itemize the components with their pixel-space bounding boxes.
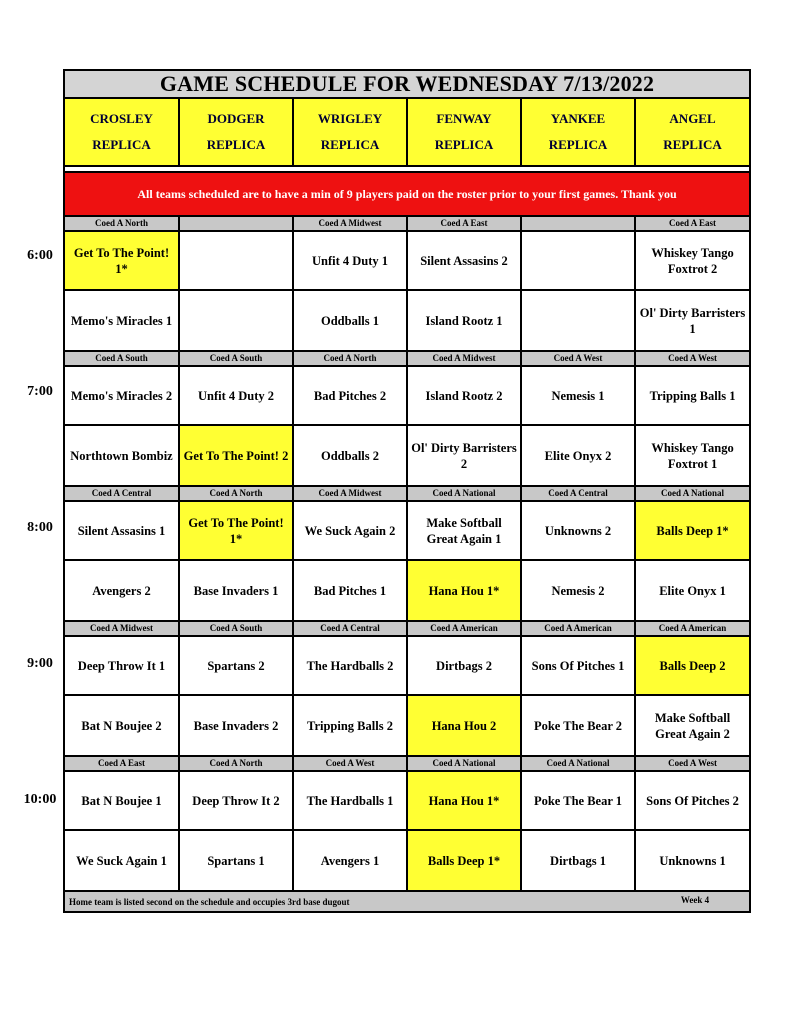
division-label: Coed A West <box>635 351 750 366</box>
home-team-cell: Spartans 1 <box>179 830 293 891</box>
home-team-row <box>64 290 750 351</box>
home-team-cell: Avengers 1 <box>293 830 407 891</box>
field-name: DODGER <box>207 111 265 126</box>
away-team-cell: The Hardballs 1 <box>293 771 407 830</box>
away-team-cell: Silent Assasins 2 <box>407 231 521 290</box>
home-team-cell: Memo's Miracles 1 <box>64 290 179 351</box>
home-team-cell: Nemesis 2 <box>521 560 635 621</box>
away-team-cell: Poke The Bear 1 <box>521 771 635 830</box>
division-label: Coed A National <box>635 486 750 501</box>
home-team-cell: Oddballs 1 <box>293 290 407 351</box>
away-team-cell: Deep Throw It 1 <box>64 636 179 695</box>
division-label: Coed A American <box>521 621 635 636</box>
away-team-cell: Silent Assasins 1 <box>64 501 179 560</box>
home-team-cell: Northtown Bombiz <box>64 425 179 486</box>
home-team-cell: Oddballs 2 <box>293 425 407 486</box>
schedule-table <box>63 69 751 913</box>
division-row <box>64 486 750 501</box>
home-team-cell: Base Invaders 2 <box>179 695 293 756</box>
home-team-cell: Elite Onyx 1 <box>635 560 750 621</box>
away-team-cell: Memo's Miracles 2 <box>64 366 179 425</box>
away-team-row <box>64 771 750 830</box>
division-label: Coed A East <box>64 756 179 771</box>
division-label <box>521 216 635 231</box>
home-team-row <box>64 425 750 486</box>
division-label: Coed A Midwest <box>64 621 179 636</box>
away-team-row <box>64 366 750 425</box>
division-row <box>64 216 750 231</box>
home-team-cell <box>521 290 635 351</box>
field-name: WRIGLEY <box>317 111 383 126</box>
away-team-row <box>64 231 750 290</box>
away-team-cell: Tripping Balls 1 <box>635 366 750 425</box>
division-label: Coed A North <box>179 486 293 501</box>
division-label: Coed A National <box>521 756 635 771</box>
field-subtitle: REPLICA <box>663 137 722 152</box>
division-label: Coed A Central <box>293 621 407 636</box>
away-team-cell: Balls Deep 1* <box>635 501 750 560</box>
away-team-cell: Bat N Boujee 1 <box>64 771 179 830</box>
notice-banner: All teams scheduled are to have a min of 9 players paid on the roster prior to your first games. Thank you <box>64 172 750 216</box>
home-team-cell: Base Invaders 1 <box>179 560 293 621</box>
division-label: Coed A National <box>407 486 521 501</box>
away-team-cell: Dirtbags 2 <box>407 636 521 695</box>
home-team-cell: Whiskey Tango Foxtrot 1 <box>635 425 750 486</box>
division-label: Coed A North <box>64 216 179 231</box>
away-team-row <box>64 636 750 695</box>
home-team-cell: Poke The Bear 2 <box>521 695 635 756</box>
division-label: Coed A Midwest <box>293 486 407 501</box>
division-label: Coed A American <box>407 621 521 636</box>
division-label: Coed A North <box>293 351 407 366</box>
home-team-cell: Bad Pitches 1 <box>293 560 407 621</box>
away-team-cell: Unknowns 2 <box>521 501 635 560</box>
field-header <box>521 98 635 166</box>
division-label: Coed A American <box>635 621 750 636</box>
division-label: Coed A Midwest <box>293 216 407 231</box>
field-header <box>293 98 407 166</box>
field-header <box>179 98 293 166</box>
week-label: Week 4 <box>680 895 710 905</box>
away-team-cell: Balls Deep 2 <box>635 636 750 695</box>
away-team-cell: Sons Of Pitches 1 <box>521 636 635 695</box>
division-row <box>64 621 750 636</box>
away-team-cell: Sons Of Pitches 2 <box>635 771 750 830</box>
time-label: 7:00 <box>27 384 53 399</box>
division-label: Coed A West <box>293 756 407 771</box>
field-name: FENWAY <box>436 111 492 126</box>
away-team-cell: Whiskey Tango Foxtrot 2 <box>635 231 750 290</box>
time-label: 8:00 <box>27 520 53 535</box>
field-subtitle: REPLICA <box>548 137 608 152</box>
page-title: GAME SCHEDULE FOR WEDNESDAY 7/13/2022 <box>64 70 750 98</box>
home-team-cell: Unknowns 1 <box>635 830 750 891</box>
division-label: Coed A West <box>635 756 750 771</box>
division-label: Coed A South <box>64 351 179 366</box>
home-team-row <box>64 830 750 891</box>
home-team-cell: Bat N Boujee 2 <box>64 695 179 756</box>
division-row <box>64 351 750 366</box>
home-team-cell: Ol' Dirty Barristers 2 <box>407 425 521 486</box>
footer <box>64 891 750 912</box>
home-team-cell: Hana Hou 1* <box>407 560 521 621</box>
home-team-row <box>64 695 750 756</box>
away-team-cell <box>521 231 635 290</box>
home-team-cell: Get To The Point! 2 <box>179 425 293 486</box>
division-label: Coed A Central <box>521 486 635 501</box>
home-team-cell: Hana Hou 2 <box>407 695 521 756</box>
field-subtitle: REPLICA <box>92 137 151 152</box>
division-label: Coed A Central <box>64 486 179 501</box>
home-team-cell: Tripping Balls 2 <box>293 695 407 756</box>
division-label: Coed A North <box>179 756 293 771</box>
field-header <box>407 98 521 166</box>
away-team-cell: We Suck Again 2 <box>293 501 407 560</box>
home-team-cell: Dirtbags 1 <box>521 830 635 891</box>
away-team-cell: Get To The Point! 1* <box>64 231 179 290</box>
home-team-cell: Avengers 2 <box>64 560 179 621</box>
home-team-cell: Elite Onyx 2 <box>521 425 635 486</box>
time-label: 6:00 <box>27 248 53 263</box>
field-header <box>64 98 179 166</box>
field-name: YANKEE <box>550 111 606 126</box>
away-team-cell: Get To The Point! 1* <box>179 501 293 560</box>
division-label: Coed A Midwest <box>407 351 521 366</box>
division-label: Coed A West <box>521 351 635 366</box>
field-subtitle: REPLICA <box>320 137 380 152</box>
footer-note: Home team is listed second on the schedule and occupies 3rd base dugout <box>69 896 350 907</box>
away-team-cell: Unfit 4 Duty 1 <box>293 231 407 290</box>
field-subtitle: REPLICA <box>206 137 266 152</box>
home-team-cell: We Suck Again 1 <box>64 830 179 891</box>
home-team-row <box>64 560 750 621</box>
away-team-cell: Unfit 4 Duty 2 <box>179 366 293 425</box>
home-team-cell: Island Rootz 1 <box>407 290 521 351</box>
home-team-cell: Make Softball Great Again 2 <box>635 695 750 756</box>
division-label: Coed A South <box>179 351 293 366</box>
away-team-cell <box>179 231 293 290</box>
away-team-cell: Spartans 2 <box>179 636 293 695</box>
away-team-cell: Island Rootz 2 <box>407 366 521 425</box>
away-team-cell: Deep Throw It 2 <box>179 771 293 830</box>
division-label: Coed A South <box>179 621 293 636</box>
away-team-cell: Make Softball Great Again 1 <box>407 501 521 560</box>
division-label: Coed A East <box>635 216 750 231</box>
home-team-cell <box>179 290 293 351</box>
division-label: Coed A National <box>407 756 521 771</box>
away-team-cell: The Hardballs 2 <box>293 636 407 695</box>
home-team-cell: Balls Deep 1* <box>407 830 521 891</box>
time-label: 10:00 <box>23 792 57 807</box>
away-team-cell: Hana Hou 1* <box>407 771 521 830</box>
division-label <box>179 216 293 231</box>
field-name: CROSLEY <box>90 111 153 126</box>
home-team-cell: Ol' Dirty Barristers 1 <box>635 290 750 351</box>
division-label: Coed A East <box>407 216 521 231</box>
away-team-row <box>64 501 750 560</box>
division-row <box>64 756 750 771</box>
field-subtitle: REPLICA <box>434 137 494 152</box>
field-header <box>635 98 750 166</box>
away-team-cell: Nemesis 1 <box>521 366 635 425</box>
field-name: ANGEL <box>669 111 716 126</box>
time-label: 9:00 <box>27 656 53 671</box>
away-team-cell: Bad Pitches 2 <box>293 366 407 425</box>
